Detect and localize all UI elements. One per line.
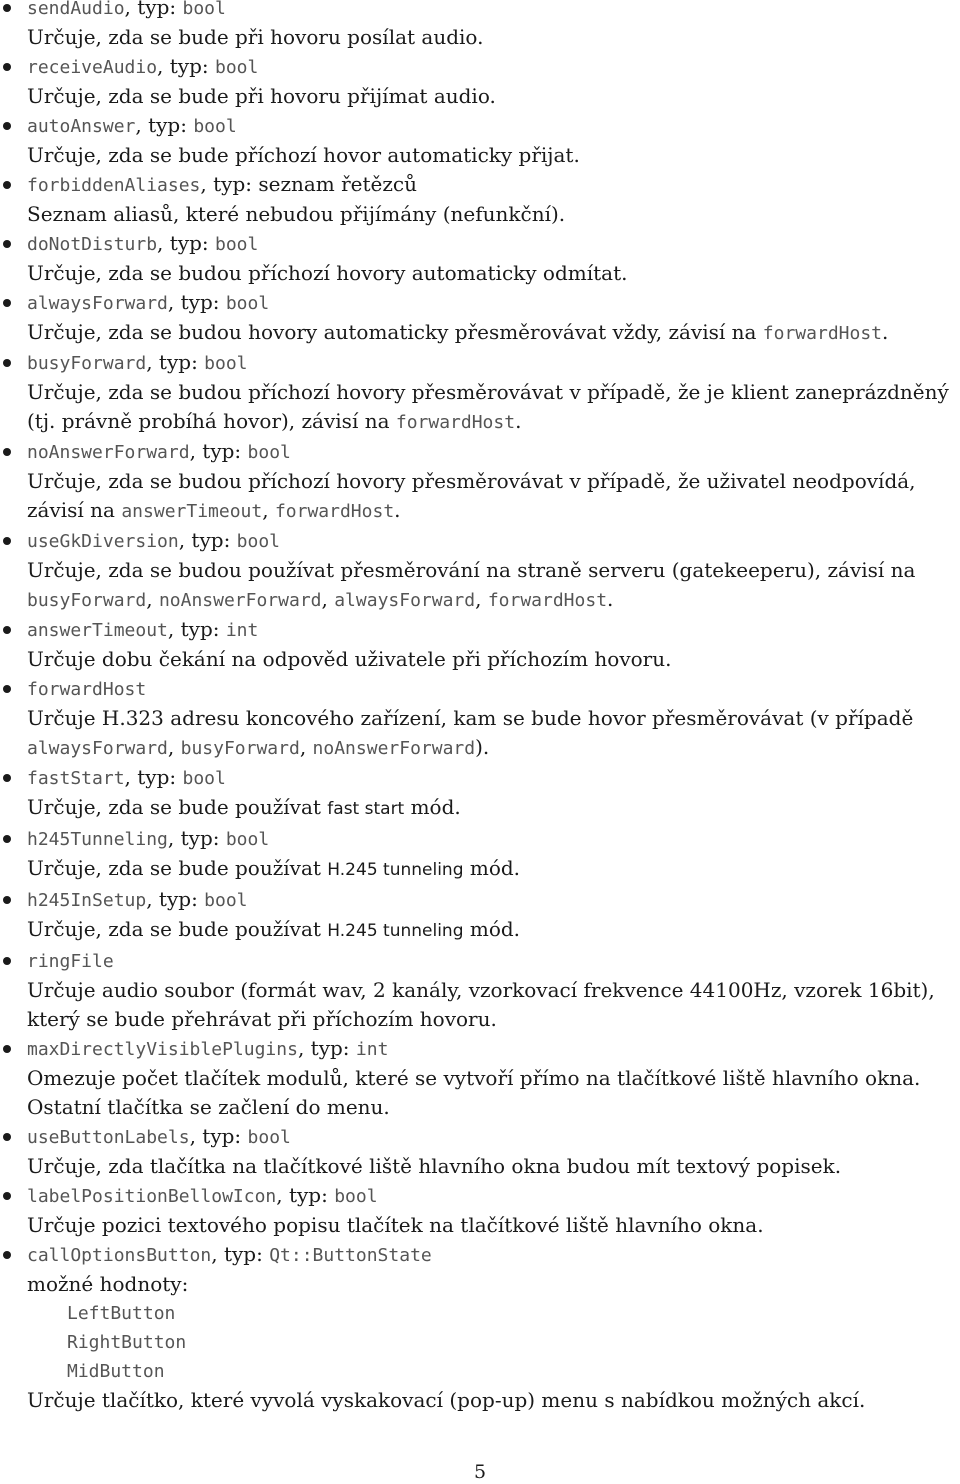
code-reference: forwardHost bbox=[762, 323, 883, 344]
bullet-icon bbox=[3, 774, 11, 782]
term: H.245 tunneling bbox=[327, 921, 464, 941]
description-text: . bbox=[515, 409, 522, 433]
bullet-icon bbox=[3, 1133, 11, 1141]
value-item: MidButton bbox=[67, 1361, 165, 1382]
option-name: h245InSetup bbox=[27, 890, 147, 911]
value-item: LeftButton bbox=[67, 1303, 176, 1324]
description-text: Určuje, zda se bude při hovoru přijímat audio. bbox=[27, 84, 496, 108]
option-description bbox=[27, 854, 956, 885]
option-description bbox=[27, 200, 956, 229]
type-label: , typ: bbox=[297, 1036, 356, 1060]
description-text: Určuje, zda se budou hovory automaticky přesměrovávat vždy, závisí na bbox=[27, 320, 763, 344]
config-option-item bbox=[0, 348, 960, 437]
type-label: , typ: bbox=[167, 826, 226, 850]
option-header bbox=[27, 288, 956, 318]
code-reference: noAnswerForward bbox=[158, 590, 322, 611]
description-text: ). bbox=[475, 735, 490, 759]
description-text: Určuje H.323 adresu koncového zařízení, kam se bude hovor přesměrovávat (v případě bbox=[27, 706, 914, 730]
type-label: , typ: bbox=[157, 231, 215, 255]
code-reference: noAnswerForward bbox=[312, 738, 476, 759]
bullet-icon bbox=[3, 835, 11, 843]
option-name: doNotDisturb bbox=[27, 234, 158, 255]
option-header bbox=[27, 52, 956, 82]
description-text: Určuje, zda se bude při hovoru posílat audio. bbox=[27, 25, 484, 49]
bullet-icon bbox=[3, 1045, 11, 1053]
type-label: , typ: bbox=[276, 1183, 335, 1207]
config-option-item bbox=[0, 1181, 960, 1240]
option-header bbox=[27, 824, 956, 854]
option-description bbox=[27, 259, 956, 288]
code-reference: busyForward bbox=[180, 738, 300, 759]
option-description bbox=[27, 1211, 956, 1240]
option-name: ringFile bbox=[27, 951, 114, 972]
type-label: , typ: bbox=[200, 172, 259, 196]
description-text: Určuje, zda se bude používat bbox=[27, 856, 328, 880]
type-label: , typ: bbox=[124, 765, 183, 789]
option-description bbox=[27, 467, 956, 526]
option-name: fastStart bbox=[27, 768, 125, 789]
config-option-item bbox=[0, 229, 960, 288]
description-text: Určuje, zda se budou příchozí hovory přesměrovávat v případě, že je klient zaneprázdněný (tj. právně probíhá hovor), závisí na bbox=[27, 380, 949, 433]
description-text: . bbox=[394, 498, 401, 522]
description-text: Určuje, zda se budou příchozí hovory přesměrovávat v případě, že uživatel neodpovídá, závisí na bbox=[27, 469, 916, 522]
description-text: Určuje, zda se bude používat bbox=[27, 917, 328, 941]
values-label: možné hodnoty: bbox=[27, 1272, 189, 1296]
config-option-item bbox=[0, 288, 960, 348]
option-description bbox=[27, 82, 956, 111]
description-text: Určuje dobu čekání na odpověd uživatele při příchozím hovoru. bbox=[27, 647, 672, 671]
description-text: . bbox=[882, 320, 889, 344]
option-header bbox=[27, 1240, 956, 1270]
option-name: autoAnswer bbox=[27, 116, 136, 137]
bullet-icon bbox=[3, 240, 11, 248]
option-description bbox=[27, 1152, 956, 1181]
option-type: bool bbox=[225, 829, 270, 850]
description-text: Určuje, zda tlačítka na tlačítkové liště hlavního okna budou mít textový popisek. bbox=[27, 1154, 842, 1178]
option-type: bool bbox=[236, 531, 281, 552]
option-name: useGkDiversion bbox=[27, 531, 179, 552]
option-header bbox=[27, 1122, 956, 1152]
option-header bbox=[27, 170, 956, 200]
type-label: , typ: bbox=[146, 887, 205, 911]
value-item: RightButton bbox=[67, 1332, 187, 1353]
bullet-icon bbox=[3, 181, 11, 189]
option-header bbox=[27, 674, 956, 704]
description-text: mód. bbox=[404, 795, 461, 819]
option-type: seznam řetězců bbox=[258, 172, 417, 196]
option-header bbox=[27, 615, 956, 645]
option-type: bool bbox=[247, 1127, 291, 1148]
option-header bbox=[27, 946, 956, 976]
option-description bbox=[27, 976, 956, 1034]
config-option-item bbox=[0, 763, 960, 824]
description-text: mód. bbox=[463, 856, 521, 880]
description-text: Určuje, zda se bude příchozí hovor automaticky přijat. bbox=[27, 143, 580, 167]
type-label: , typ: bbox=[178, 528, 237, 552]
option-description bbox=[27, 23, 956, 52]
type-label: , typ: bbox=[124, 0, 183, 19]
config-option-item bbox=[0, 52, 960, 111]
bullet-icon bbox=[3, 63, 11, 71]
config-option-item bbox=[0, 1240, 960, 1415]
config-option-item bbox=[0, 170, 960, 229]
option-header bbox=[27, 348, 956, 378]
bullet-icon bbox=[3, 685, 11, 693]
option-name: h245Tunneling bbox=[27, 829, 168, 850]
bullet-icon bbox=[3, 359, 11, 367]
option-header bbox=[27, 885, 956, 915]
description-text: Určuje audio soubor (formát wav, 2 kanály, vzorkovací frekvence 44100Hz, vzorek 16bit), který se bude přehrávat při příchozím hovoru. bbox=[27, 978, 935, 1031]
option-type: Qt::ButtonState bbox=[269, 1245, 432, 1266]
description-text: Omezuje počet tlačítek modulů, které se vytvoří přímo na tlačítkové liště hlavního okna. Ostatní tlačítka se začlení do menu. bbox=[27, 1066, 921, 1119]
config-option-item bbox=[0, 824, 960, 885]
config-option-item bbox=[0, 437, 960, 526]
option-description bbox=[27, 1064, 956, 1122]
type-label: , typ: bbox=[167, 290, 226, 314]
config-option-item bbox=[0, 615, 960, 674]
description-text: Seznam aliasů, které nebudou přijímány (nefunkční). bbox=[27, 202, 566, 226]
option-header bbox=[27, 1034, 956, 1064]
term: fast start bbox=[327, 799, 405, 819]
option-name: receiveAudio bbox=[27, 57, 158, 78]
bullet-icon bbox=[3, 896, 11, 904]
option-name: answerTimeout bbox=[27, 620, 168, 641]
bullet-icon bbox=[3, 4, 11, 12]
description-text: , bbox=[299, 735, 313, 759]
option-description bbox=[27, 645, 956, 674]
bullet-icon bbox=[3, 1251, 11, 1259]
option-header bbox=[27, 763, 956, 793]
option-name: noAnswerForward bbox=[27, 442, 190, 463]
option-type: bool bbox=[215, 234, 259, 255]
option-header bbox=[27, 111, 956, 141]
config-option-item bbox=[0, 1034, 960, 1122]
option-type: bool bbox=[204, 353, 248, 374]
type-label: , typ: bbox=[157, 54, 215, 78]
bullet-icon bbox=[3, 537, 11, 545]
code-reference: forwardHost bbox=[487, 590, 608, 611]
description-text: Určuje tlačítko, které vyvolá vyskakovací (pop-up) menu s nabídkou možných akcí. bbox=[27, 1388, 866, 1412]
description-text: Určuje, zda se budou používat přesměrování na straně serveru (gatekeeperu), závisí na bbox=[27, 558, 916, 582]
bullet-icon bbox=[3, 1192, 11, 1200]
bullet-icon bbox=[3, 626, 11, 634]
type-label: , typ: bbox=[189, 1124, 248, 1148]
description-text: Určuje, zda se budou příchozí hovory automaticky odmítat. bbox=[27, 261, 628, 285]
option-type: bool bbox=[215, 57, 259, 78]
description-text: mód. bbox=[463, 917, 521, 941]
config-option-item bbox=[0, 111, 960, 170]
option-type: bool bbox=[193, 116, 237, 137]
option-description bbox=[27, 793, 956, 824]
type-label: , typ: bbox=[167, 617, 226, 641]
option-type: bool bbox=[182, 0, 226, 19]
description-text: Určuje, zda se bude používat bbox=[27, 795, 328, 819]
type-label: , typ: bbox=[211, 1242, 270, 1266]
description-text: Určuje pozici textového popisu tlačítek na tlačítkové liště hlavního okna. bbox=[27, 1213, 764, 1237]
option-type: bool bbox=[334, 1186, 378, 1207]
option-name: useButtonLabels bbox=[27, 1127, 190, 1148]
description-text: , bbox=[146, 587, 159, 611]
description-text: , bbox=[167, 735, 181, 759]
option-description bbox=[27, 318, 956, 348]
option-description bbox=[27, 915, 956, 946]
possible-values bbox=[27, 1299, 956, 1386]
description-text: , bbox=[321, 587, 335, 611]
config-option-item bbox=[0, 526, 960, 615]
option-name: maxDirectlyVisiblePlugins bbox=[27, 1039, 298, 1060]
description-text: . bbox=[607, 587, 614, 611]
bullet-icon bbox=[3, 448, 11, 456]
description-text: , bbox=[262, 498, 275, 522]
option-header bbox=[27, 1181, 956, 1211]
config-option-item bbox=[0, 674, 960, 763]
option-description bbox=[27, 556, 956, 615]
type-label: , typ: bbox=[135, 113, 194, 137]
code-reference: alwaysForward bbox=[27, 738, 168, 759]
type-label: , typ: bbox=[146, 350, 205, 374]
option-description bbox=[27, 1386, 956, 1415]
code-reference: forwardHost bbox=[395, 412, 516, 433]
option-header bbox=[27, 526, 956, 556]
option-name: forwardHost bbox=[27, 679, 147, 700]
option-description bbox=[27, 704, 956, 763]
option-type: bool bbox=[225, 293, 270, 314]
code-reference: answerTimeout bbox=[121, 501, 263, 522]
option-type: int bbox=[225, 620, 259, 641]
option-header bbox=[27, 0, 956, 23]
option-name: busyForward bbox=[27, 353, 147, 374]
option-type: bool bbox=[204, 890, 248, 911]
description-text: , bbox=[475, 587, 488, 611]
type-label: , typ: bbox=[189, 439, 248, 463]
option-name: alwaysForward bbox=[27, 293, 168, 314]
code-reference: busyForward bbox=[27, 590, 147, 611]
option-name: labelPositionBellowIcon bbox=[27, 1186, 277, 1207]
config-option-item bbox=[0, 946, 960, 1034]
option-name: forbiddenAliases bbox=[27, 175, 201, 196]
bullet-icon bbox=[3, 957, 11, 965]
config-option-item bbox=[0, 0, 960, 52]
option-header bbox=[27, 229, 956, 259]
option-header bbox=[27, 437, 956, 467]
option-type: int bbox=[355, 1039, 389, 1060]
config-option-item bbox=[0, 1122, 960, 1181]
option-name: callOptionsButton bbox=[27, 1245, 212, 1266]
option-type: bool bbox=[247, 442, 291, 463]
option-description bbox=[27, 378, 956, 437]
option-type: bool bbox=[182, 768, 226, 789]
page-number: 5 bbox=[473, 1461, 487, 1483]
term: H.245 tunneling bbox=[327, 860, 464, 880]
bullet-icon bbox=[3, 122, 11, 130]
code-reference: alwaysForward bbox=[334, 590, 476, 611]
bullet-icon bbox=[3, 299, 11, 307]
option-name: sendAudio bbox=[27, 0, 125, 19]
option-description bbox=[27, 141, 956, 170]
code-reference: forwardHost bbox=[274, 501, 395, 522]
config-option-item bbox=[0, 885, 960, 946]
